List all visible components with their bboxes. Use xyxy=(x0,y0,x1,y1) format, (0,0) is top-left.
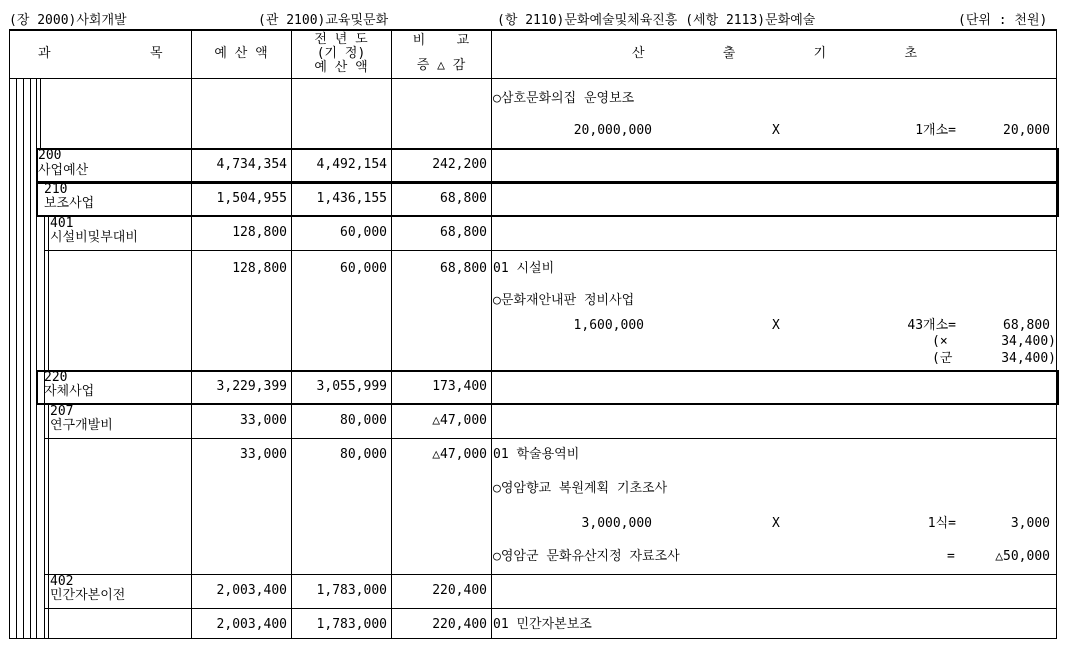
block402-diff: 220,400 xyxy=(432,617,487,632)
row-220-box xyxy=(36,370,1059,405)
row200-diff: 242,200 xyxy=(432,157,487,172)
row220-name: 자체사업 xyxy=(44,384,95,399)
col-prev-line2: (기 정) xyxy=(316,46,366,61)
block401-diff: 68,800 xyxy=(440,261,487,276)
row207-name: 연구개발비 xyxy=(50,418,113,433)
block401-sub2-value: 34,400) xyxy=(1001,351,1056,366)
block401-item: 01 시설비 xyxy=(493,261,555,276)
row402-budget: 2,003,400 xyxy=(216,583,287,598)
block401-budget: 128,800 xyxy=(232,261,287,276)
header-gwan: (관 2100)교육및문화 xyxy=(258,13,389,28)
block207b-calc-amount: 3,000,000 xyxy=(581,516,652,531)
block207b-calc-count: 1식= xyxy=(927,516,956,531)
block401-calc-x: X xyxy=(772,318,780,333)
row220-code: 220 xyxy=(44,370,68,385)
row-210-box xyxy=(36,182,1059,217)
row200-code: 200 xyxy=(38,148,62,163)
row-line xyxy=(44,250,1056,251)
block207a-prev: 80,000 xyxy=(340,447,387,462)
header-unit: (단위 : 천원) xyxy=(958,13,1048,28)
row210-budget: 1,504,955 xyxy=(216,191,287,206)
row-200-box xyxy=(36,148,1059,183)
block207b-line2: ○영암군 문화유산지정 자료조사 xyxy=(493,549,680,564)
col-subject-left: 과 xyxy=(38,46,51,61)
block207a-budget: 33,000 xyxy=(240,447,287,462)
nest-line xyxy=(16,78,17,638)
row-line xyxy=(44,608,1056,609)
row210-name: 보조사업 xyxy=(44,196,95,211)
block207a-item: 01 학술용역비 xyxy=(493,447,580,462)
block401-calc-result: 68,800 xyxy=(1003,318,1050,333)
row-line xyxy=(44,438,1056,439)
row402-prev: 1,783,000 xyxy=(316,583,387,598)
block401-sub1-label: (× xyxy=(932,334,948,349)
block402-budget: 2,003,400 xyxy=(216,617,287,632)
row200-prev: 4,492,154 xyxy=(316,157,387,172)
block401-sub1-value: 34,400) xyxy=(1001,334,1056,349)
nest-line xyxy=(48,216,49,370)
col-line xyxy=(291,31,292,638)
row220-diff: 173,400 xyxy=(432,379,487,394)
row402-code: 402 xyxy=(50,574,74,589)
header-hang: (항 2110)문화예술및체육진흥 (세항 2113)문화예술 xyxy=(497,13,816,28)
col-compare-line1: 비 교 xyxy=(412,33,470,48)
row210-code: 210 xyxy=(44,182,68,197)
block0-calc-amount: 20,000,000 xyxy=(573,123,652,138)
row220-budget: 3,229,399 xyxy=(216,379,287,394)
block401-calc-amount: 1,600,000 xyxy=(573,318,644,333)
block401-line1: ○문화재안내판 정비사업 xyxy=(493,293,635,308)
col-budget: 예 산 액 xyxy=(214,46,268,61)
nest-line xyxy=(48,404,49,638)
row401-budget: 128,800 xyxy=(232,225,287,240)
row200-budget: 4,734,354 xyxy=(216,157,287,172)
row401-diff: 68,800 xyxy=(440,225,487,240)
block401-prev: 60,000 xyxy=(340,261,387,276)
nest-line xyxy=(23,78,24,638)
block401-calc-count: 43개소= xyxy=(907,318,956,333)
nest-line xyxy=(30,78,31,638)
row210-diff: 68,800 xyxy=(440,191,487,206)
row402-name: 민간자본이전 xyxy=(50,588,126,603)
nest-line xyxy=(36,78,37,638)
col-compare-line2: 증 △ 감 xyxy=(416,58,466,73)
col-subject-right: 목 xyxy=(150,46,163,61)
row207-prev: 80,000 xyxy=(340,413,387,428)
block402-prev: 1,783,000 xyxy=(316,617,387,632)
col-prev-line1: 전 년 도 xyxy=(314,32,368,47)
row-line xyxy=(44,574,1056,575)
block207a-line1: ○영암향교 복원계획 기초조사 xyxy=(493,481,668,496)
row401-name: 시설비및부대비 xyxy=(50,230,138,245)
row220-prev: 3,055,999 xyxy=(316,379,387,394)
block0-calc-x: X xyxy=(772,123,780,138)
block0-calc-result: 20,000 xyxy=(1003,123,1050,138)
row207-diff: △47,000 xyxy=(432,413,487,428)
block0-calc-count: 1개소= xyxy=(915,123,956,138)
row402-diff: 220,400 xyxy=(432,583,487,598)
row207-code: 207 xyxy=(50,404,74,419)
nest-line xyxy=(40,78,41,148)
header-bottom-line xyxy=(10,78,1056,79)
row200-name: 사업예산 xyxy=(38,163,89,178)
row401-prev: 60,000 xyxy=(340,225,387,240)
budget-table xyxy=(9,29,1057,639)
col-prev-line3: 예 산 액 xyxy=(314,60,368,75)
col-line xyxy=(491,31,492,638)
block402-item: 01 민간자본보조 xyxy=(493,617,592,632)
col-line xyxy=(391,31,392,638)
block207b-calc-result: 3,000 xyxy=(1010,516,1050,531)
nest-line xyxy=(44,216,45,638)
block401-sub2-label: (군 xyxy=(932,351,953,366)
block207b-line2-eq: = xyxy=(947,549,955,564)
row401-code: 401 xyxy=(50,216,74,231)
row207-budget: 33,000 xyxy=(240,413,287,428)
block207b-line2-result: △50,000 xyxy=(995,549,1050,564)
row210-prev: 1,436,155 xyxy=(316,191,387,206)
block207b-calc-x: X xyxy=(772,516,780,531)
col-line xyxy=(191,31,192,638)
header-jang: (장 2000)사회개발 xyxy=(9,13,127,28)
col-basis: 산 출 기 초 xyxy=(631,46,918,61)
block207a-diff: △47,000 xyxy=(432,447,487,462)
block0-line1: ○삼호문화의집 운영보조 xyxy=(493,91,635,106)
